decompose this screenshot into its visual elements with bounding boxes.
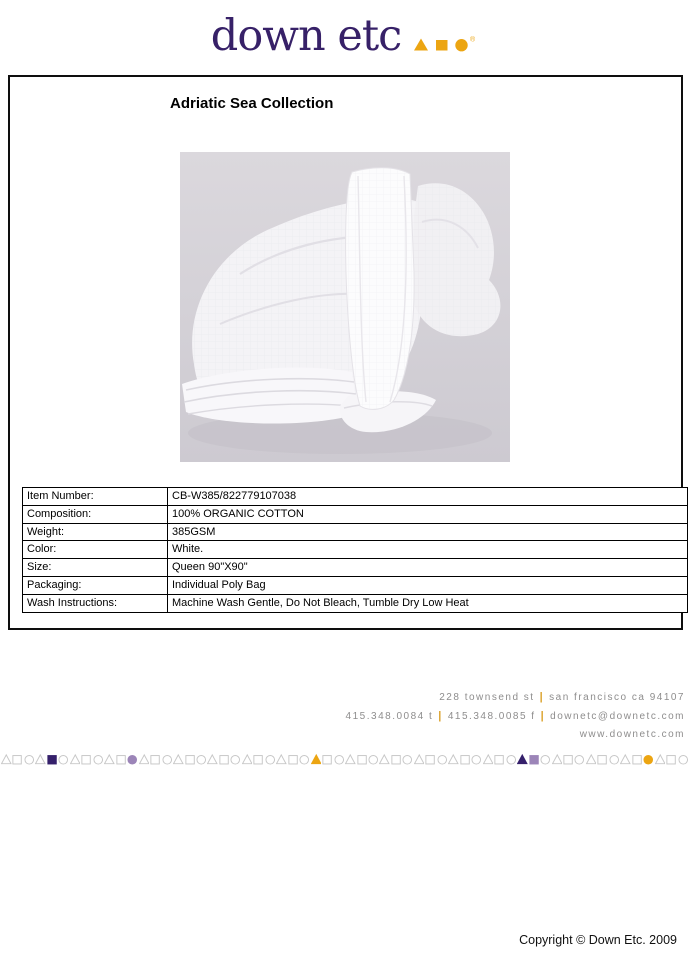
spec-label: Size: bbox=[23, 559, 168, 577]
logo-circle-icon bbox=[456, 39, 468, 51]
website-url: www.downetc.com bbox=[579, 729, 685, 740]
border-circle-icon bbox=[162, 753, 173, 766]
separator: | bbox=[539, 691, 545, 703]
border-circle-icon bbox=[196, 753, 207, 766]
contact-block bbox=[346, 688, 685, 744]
border-triangle-icon bbox=[104, 753, 115, 766]
separator: | bbox=[540, 710, 546, 722]
border-circle-icon bbox=[58, 753, 69, 766]
spec-value: 100% ORGANIC COTTON bbox=[168, 505, 688, 523]
border-circle-icon bbox=[334, 753, 345, 766]
border-square-icon bbox=[632, 753, 643, 766]
spec-label: Wash Instructions: bbox=[23, 594, 168, 612]
border-square-icon bbox=[150, 753, 161, 766]
border-circle-icon bbox=[437, 753, 448, 766]
logo-shapes-icon bbox=[413, 35, 479, 53]
border-square-icon bbox=[185, 753, 196, 766]
decorative-shape-border bbox=[0, 751, 690, 767]
logo bbox=[0, 4, 690, 60]
border-triangle-icon bbox=[345, 753, 356, 766]
phone-line bbox=[346, 707, 685, 726]
border-triangle-icon bbox=[379, 753, 390, 766]
copyright-text: Copyright © Down Etc. 2009 bbox=[519, 933, 677, 947]
address-line bbox=[346, 688, 685, 707]
border-circle-icon bbox=[609, 753, 620, 766]
border-square-icon bbox=[529, 753, 540, 766]
table-row bbox=[23, 505, 688, 523]
border-triangle-icon bbox=[483, 753, 494, 766]
table-row bbox=[23, 594, 688, 612]
address-street: 228 townsend st bbox=[439, 692, 535, 703]
border-triangle-icon bbox=[276, 753, 287, 766]
table-row bbox=[23, 541, 688, 559]
border-triangle-icon bbox=[70, 753, 81, 766]
phone-number: 415.348.0084 t bbox=[345, 711, 434, 722]
border-triangle-icon bbox=[1, 753, 12, 766]
spec-table bbox=[22, 487, 688, 613]
border-square-icon bbox=[253, 753, 264, 766]
border-triangle-icon bbox=[242, 753, 253, 766]
border-square-icon bbox=[47, 753, 58, 766]
border-circle-icon bbox=[265, 753, 276, 766]
border-circle-icon bbox=[643, 753, 654, 766]
spec-value: Individual Poly Bag bbox=[168, 576, 688, 594]
border-square-icon bbox=[425, 753, 436, 766]
spec-value: White. bbox=[168, 541, 688, 559]
email-address: downetc@downetc.com bbox=[550, 711, 685, 722]
border-square-icon bbox=[460, 753, 471, 766]
border-circle-icon bbox=[678, 753, 689, 766]
border-circle-icon bbox=[506, 753, 517, 766]
blanket-photo-illustration bbox=[180, 152, 510, 462]
border-circle-icon bbox=[368, 753, 379, 766]
border-triangle-icon bbox=[35, 753, 46, 766]
border-circle-icon bbox=[230, 753, 241, 766]
border-triangle-icon bbox=[173, 753, 184, 766]
collection-title: Adriatic Sea Collection bbox=[170, 95, 334, 112]
border-circle-icon bbox=[127, 753, 138, 766]
border-circle-icon bbox=[471, 753, 482, 766]
border-circle-icon bbox=[402, 753, 413, 766]
table-row bbox=[23, 523, 688, 541]
logo-wordmark: down etc bbox=[210, 11, 402, 61]
border-square-icon bbox=[494, 753, 505, 766]
spec-value: Queen 90"X90" bbox=[168, 559, 688, 577]
table-row bbox=[23, 576, 688, 594]
border-square-icon bbox=[322, 753, 333, 766]
border-square-icon bbox=[288, 753, 299, 766]
registered-mark: ® bbox=[470, 36, 476, 44]
border-square-icon bbox=[81, 753, 92, 766]
logo-triangle-icon bbox=[414, 39, 428, 51]
spec-label: Item Number: bbox=[23, 488, 168, 506]
border-square-icon bbox=[563, 753, 574, 766]
border-triangle-icon bbox=[517, 753, 528, 766]
border-circle-icon bbox=[540, 753, 551, 766]
fax-number: 415.348.0085 f bbox=[447, 711, 536, 722]
border-triangle-icon bbox=[207, 753, 218, 766]
border-triangle-icon bbox=[552, 753, 563, 766]
spec-value: Machine Wash Gentle, Do Not Bleach, Tumble Dry Low Heat bbox=[168, 594, 688, 612]
spec-label: Composition: bbox=[23, 505, 168, 523]
spec-label: Color: bbox=[23, 541, 168, 559]
border-triangle-icon bbox=[414, 753, 425, 766]
border-triangle-icon bbox=[448, 753, 459, 766]
separator: | bbox=[438, 710, 443, 722]
border-square-icon bbox=[597, 753, 608, 766]
border-square-icon bbox=[666, 753, 677, 766]
border-square-icon bbox=[357, 753, 368, 766]
border-square-icon bbox=[12, 753, 23, 766]
border-triangle-icon bbox=[311, 753, 322, 766]
logo-square-icon bbox=[436, 40, 448, 51]
table-row bbox=[23, 488, 688, 506]
address-city: san francisco ca 94107 bbox=[549, 692, 685, 703]
border-circle-icon bbox=[299, 753, 310, 766]
border-triangle-icon bbox=[620, 753, 631, 766]
table-row bbox=[23, 559, 688, 577]
website-line bbox=[346, 726, 685, 744]
border-square-icon bbox=[116, 753, 127, 766]
border-square-icon bbox=[219, 753, 230, 766]
spec-label: Packaging: bbox=[23, 576, 168, 594]
product-photo bbox=[180, 152, 510, 462]
border-triangle-icon bbox=[586, 753, 597, 766]
spec-value: 385GSM bbox=[168, 523, 688, 541]
border-circle-icon bbox=[574, 753, 585, 766]
border-square-icon bbox=[391, 753, 402, 766]
spec-label: Weight: bbox=[23, 523, 168, 541]
border-circle-icon bbox=[24, 753, 35, 766]
border-triangle-icon bbox=[139, 753, 150, 766]
spec-value: CB-W385/822779107038 bbox=[168, 488, 688, 506]
border-circle-icon bbox=[93, 753, 104, 766]
border-triangle-icon bbox=[655, 753, 666, 766]
